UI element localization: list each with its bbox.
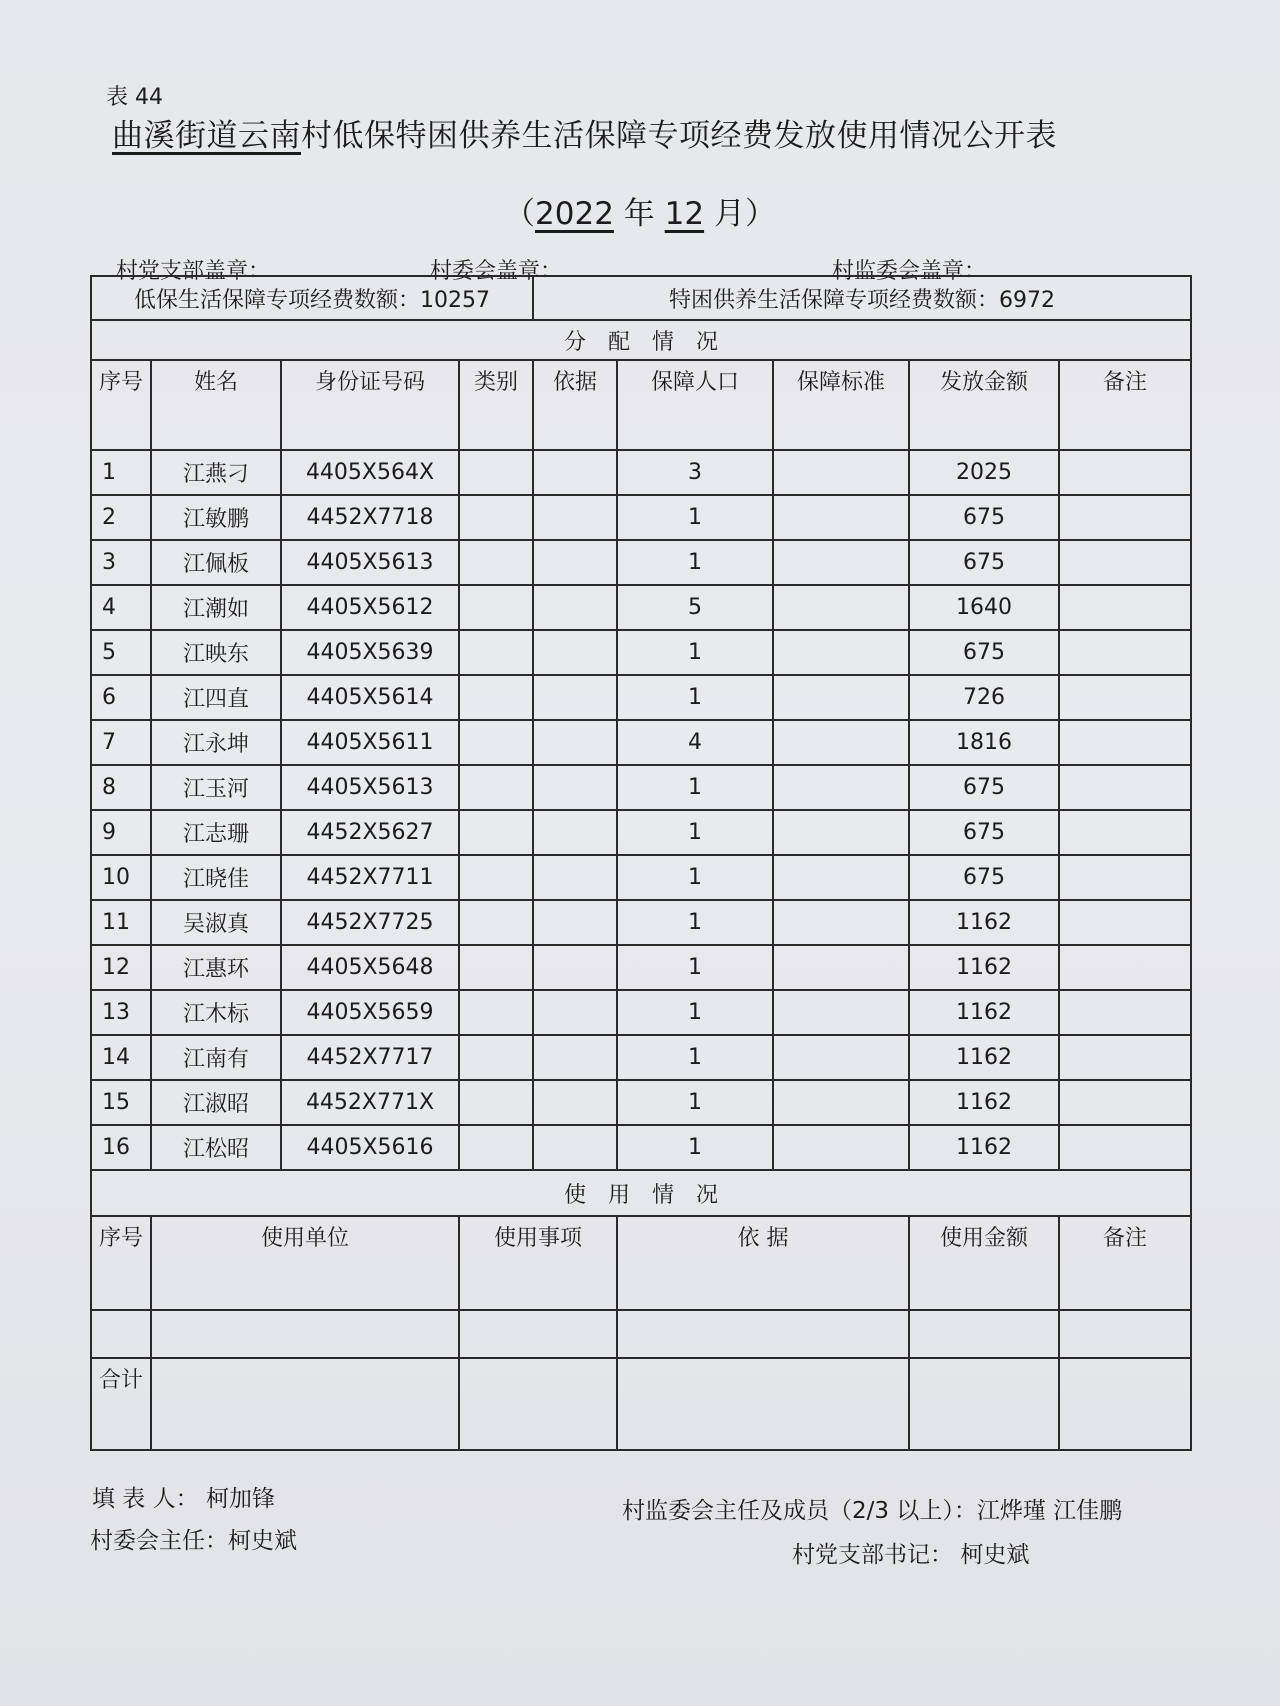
usage-col-item: 使用事项 [459,1216,617,1310]
title-underlined-part: 曲溪街道云南 [112,118,301,154]
distribution-heading: 分配情况 [91,320,1191,360]
table-row: 16 江松昭 4405X5616 1 1162 [91,1125,1191,1170]
usage-col-unit: 使用单位 [151,1216,459,1310]
usage-heading: 使用情况 [91,1170,1191,1216]
usage-col-remarks: 备注 [1059,1216,1191,1310]
tekun-budget: 特困供养生活保障专项经费数额：6972 [533,276,1191,320]
dibao-budget: 低保生活保障专项经费数额：10257 [91,276,533,320]
village-committee-seal: 村委会盖章： [430,259,563,284]
usage-col-basis: 依 据 [617,1216,909,1310]
table-row: 4 江潮如 4405X5612 5 1640 [91,585,1191,630]
table-row: 7 江永坤 4405X5611 4 1816 [91,720,1191,765]
col-standard: 保障标准 [773,360,909,450]
usage-section [91,1170,1191,1216]
usage-header-row [91,1216,1191,1310]
fund-table [90,275,1192,1451]
table-row: 8 江玉河 4405X5613 1 675 [91,765,1191,810]
distribution-section [91,320,1191,360]
table-row: 6 江四直 4405X5614 1 726 [91,675,1191,720]
table-row: 3 江佩板 4405X5613 1 675 [91,540,1191,585]
col-amount: 发放金额 [909,360,1059,450]
table-row: 14 江南有 4452X7717 1 1162 [91,1035,1191,1080]
col-basis: 依据 [533,360,617,450]
usage-col-seq: 序号 [91,1216,151,1310]
table-row: 13 江木标 4405X5659 1 1162 [91,990,1191,1035]
table-row: 10 江晓佳 4452X7711 1 675 [91,855,1191,900]
col-category: 类别 [459,360,533,450]
document-title [112,110,1057,155]
table-row: 1 江燕刁 4405X564X 3 2025 [91,450,1191,495]
col-remarks: 备注 [1059,360,1191,450]
supervision-committee-seal: 村监委会盖章： [832,259,987,284]
report-period: （2022 年 12 月） [504,196,776,232]
table-row: 2 江敏鹏 4452X7718 1 675 [91,495,1191,540]
col-persons: 保障人口 [617,360,773,450]
table-row: 9 江志珊 4452X5627 1 675 [91,810,1191,855]
budget-row [91,276,1191,320]
period-year: 2022 [535,196,614,232]
party-secretary: 村党支部书记： 柯史斌 [792,1542,1030,1568]
usage-total-row [91,1358,1191,1450]
table-row: 12 江惠环 4405X5648 1 1162 [91,945,1191,990]
col-id: 身份证号码 [281,360,459,450]
col-seq: 序号 [91,360,151,450]
table-row: 11 吴淑真 4452X7725 1 1162 [91,900,1191,945]
committee-director: 村委会主任：柯史斌 [90,1528,297,1554]
period-month: 12 [664,196,705,232]
total-label: 合计 [91,1358,151,1450]
supervision-members: 村监委会主任及成员（2/3 以上）：江烨瑾 江佳鹏 [622,1498,1123,1524]
usage-empty-row [91,1310,1191,1358]
form-number: 表 44 [106,85,163,110]
distribution-header-row [91,360,1191,450]
usage-col-amount: 使用金额 [909,1216,1059,1310]
form-filler: 填 表 人： 柯加锋 [92,1486,275,1512]
col-name: 姓名 [151,360,281,450]
table-row: 15 江淑昭 4452X771X 1 1162 [91,1080,1191,1125]
party-branch-seal: 村党支部盖章： [116,259,271,284]
title-rest: 村低保特困供养生活保障专项经费发放使用情况公开表 [301,118,1057,154]
table-row: 5 江映东 4405X5639 1 675 [91,630,1191,675]
